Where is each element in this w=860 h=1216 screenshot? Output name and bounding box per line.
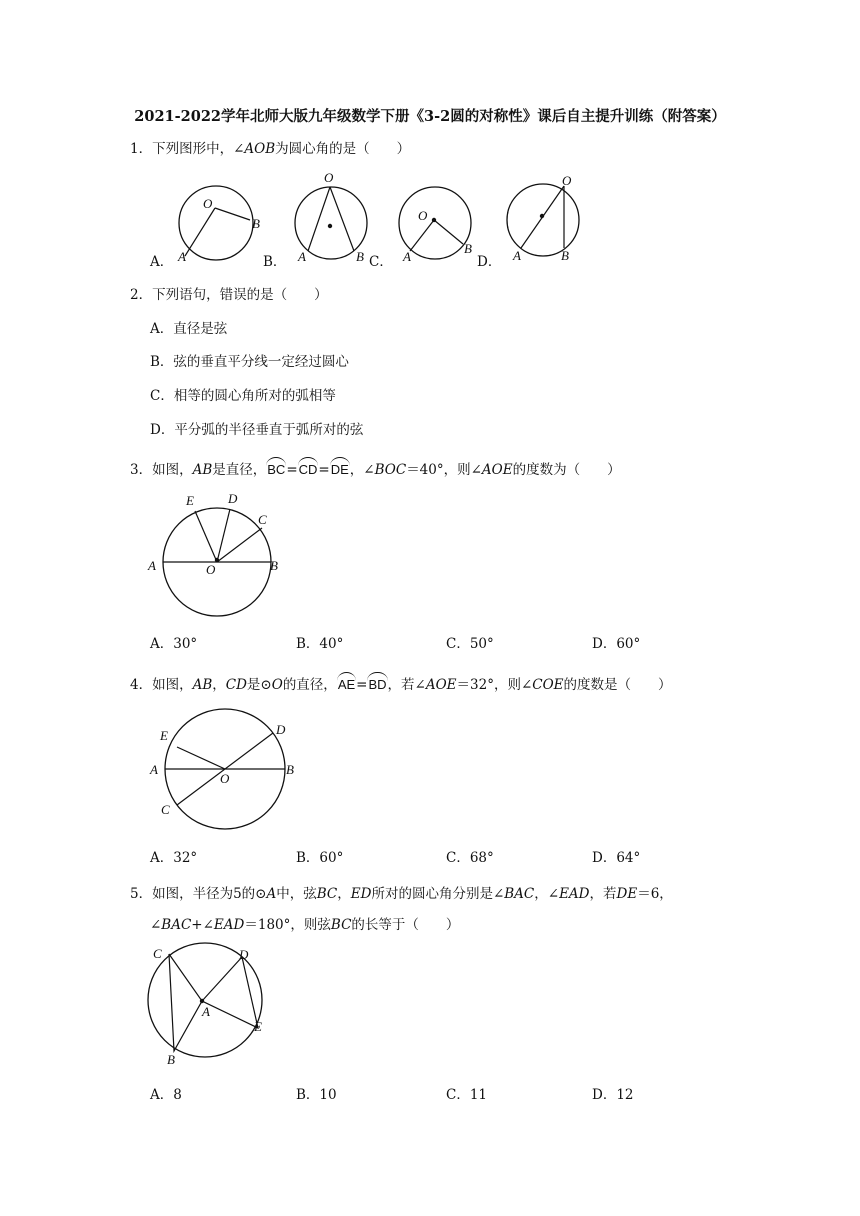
math-expr: BC [330, 917, 352, 933]
question-text: ， [349, 462, 364, 478]
q1-option-b[interactable]: B． [263, 254, 287, 270]
question-text: 所对的圆心角分别是 [371, 886, 493, 902]
question-4-figure [140, 703, 310, 833]
question-text: 如图，半径为5的⊙ [152, 886, 267, 902]
label-c: C [258, 512, 267, 527]
math-expr: ∠COE [520, 677, 564, 693]
figure-c [399, 187, 472, 264]
label-c: C [161, 802, 170, 817]
arc-symbol: CD [298, 462, 318, 477]
question-text: 下列图形中， [152, 141, 234, 157]
q3-option-d[interactable]: D．60° [592, 636, 641, 652]
question-text: ＝6， [637, 886, 673, 902]
q2-option-a[interactable]: A．直径是弦 [150, 321, 228, 337]
math-expr: DE [616, 886, 638, 902]
label-a: A [202, 1004, 210, 1019]
question-text: ＝40°，则 [406, 462, 471, 478]
label-a: A [298, 249, 306, 264]
label-o: O [324, 170, 334, 185]
question-3-figure [140, 488, 300, 618]
question-text: 的直径， [282, 677, 337, 693]
label-b: B [270, 558, 278, 573]
math-expr: ∠BAC+∠EAD [150, 917, 245, 933]
label-b: B [464, 241, 472, 256]
q4-option-b[interactable]: B．60° [296, 850, 344, 866]
label-o: O [220, 771, 230, 786]
q3-option-b[interactable]: B．40° [296, 636, 344, 652]
page-title: 2021-2022学年北师大版九年级数学下册《3-2圆的对称性》课后自主提升训练（附答案） [134, 108, 726, 125]
arc-symbol: BC [267, 462, 286, 477]
equals-sign: = [286, 462, 298, 478]
question-text: 是直径， [212, 462, 267, 478]
question-text: ， [337, 886, 351, 902]
arc-symbol: BD [368, 677, 387, 692]
math-expr: BC [316, 886, 338, 902]
q5-option-d[interactable]: D．12 [592, 1087, 634, 1103]
label-a: A [148, 558, 156, 573]
question-text: ， [212, 677, 226, 693]
question-number: 1． [130, 141, 153, 157]
label-d: D [276, 722, 286, 737]
label-o: O [206, 562, 216, 577]
q4-option-c[interactable]: C．68° [446, 850, 494, 866]
label-o: O [562, 173, 572, 188]
question-5-stem-line-2 [150, 913, 459, 933]
question-2-stem [130, 283, 328, 303]
label-d: D [239, 947, 249, 962]
label-e: E [160, 728, 168, 743]
q3-option-c[interactable]: C．50° [446, 636, 494, 652]
label-d: D [228, 491, 238, 506]
question-text: 的度数是（ ） [563, 677, 672, 693]
equals-sign: = [318, 462, 330, 478]
label-a: A [403, 249, 411, 264]
math-expr: ∠BOC [363, 462, 407, 478]
figure-d [507, 173, 579, 263]
q5-option-b[interactable]: B．10 [296, 1087, 337, 1103]
arc-symbol: DE [330, 462, 349, 477]
question-text: 如图， [152, 677, 193, 693]
q1-option-a[interactable]: A． [150, 254, 174, 270]
math-expr: ∠BAC [492, 886, 535, 902]
question-text: 如图， [152, 462, 193, 478]
math-expr: AB [192, 677, 213, 693]
label-o: O [203, 196, 213, 211]
label-b: B [167, 1052, 175, 1067]
math-expr: ED [350, 886, 372, 902]
question-3-stem [130, 458, 621, 478]
q5-option-c[interactable]: C．11 [446, 1087, 488, 1103]
math-expr: ∠AOE [414, 677, 457, 693]
arc-symbol: AE [337, 677, 356, 692]
label-a: A [513, 248, 521, 263]
question-text: 的长等于（ ） [351, 917, 460, 933]
question-5-figure [140, 940, 280, 1070]
math-expr: CD [225, 677, 247, 693]
q3-option-a[interactable]: A．30° [150, 636, 198, 652]
question-text: ＝180°，则弦 [244, 917, 331, 933]
question-text: 是⊙ [246, 677, 272, 693]
math-expr: ∠AOE [470, 462, 513, 478]
question-number: 4． [130, 677, 153, 693]
label-a: A [150, 762, 158, 777]
q1-option-c[interactable]: C． [369, 254, 393, 270]
label-b: B [286, 762, 294, 777]
question-number: 2． [130, 287, 153, 303]
label-e: E [254, 1019, 262, 1034]
question-text: 中，弦 [276, 886, 317, 902]
math-expr: ∠AOB [233, 141, 276, 157]
question-text: 为圆心角的是（ ） [275, 141, 411, 157]
q5-option-a[interactable]: A．8 [150, 1087, 182, 1103]
q2-option-c[interactable]: C．相等的圆心角所对的弧相等 [150, 388, 336, 404]
question-text: 下列语句，错误的是（ ） [152, 287, 328, 303]
math-expr: A [266, 886, 277, 902]
math-expr: O [271, 677, 283, 693]
question-text: ， [534, 886, 548, 902]
math-expr: AB [192, 462, 213, 478]
figure-b [295, 170, 367, 264]
question-1-stem [130, 137, 410, 157]
question-text: ，若 [387, 677, 415, 693]
question-number: 5． [130, 886, 153, 902]
question-text: ＝32°，则 [456, 677, 521, 693]
q1-option-d[interactable]: D． [477, 254, 502, 270]
label-b: B [561, 248, 569, 263]
q2-option-b[interactable]: B．弦的垂直平分线一定经过圆心 [150, 354, 349, 370]
equals-sign: = [356, 677, 368, 693]
label-b: B [356, 249, 364, 264]
label-e: E [186, 493, 194, 508]
math-expr: ∠EAD [547, 886, 590, 902]
label-o: O [418, 208, 428, 223]
label-b: B [252, 216, 260, 231]
figure-a [177, 186, 260, 264]
q4-option-d[interactable]: D．64° [592, 850, 641, 866]
q2-option-d[interactable]: D．平分弧的半径垂直于弧所对的弦 [150, 422, 364, 438]
label-a: A [178, 249, 186, 264]
question-text: 的度数为（ ） [512, 462, 621, 478]
q4-option-a[interactable]: A．32° [150, 850, 198, 866]
question-5-stem-line-1 [130, 882, 673, 902]
question-4-stem [130, 673, 672, 693]
question-text: ，若 [589, 886, 617, 902]
question-number: 3． [130, 462, 153, 478]
label-c: C [153, 946, 162, 961]
